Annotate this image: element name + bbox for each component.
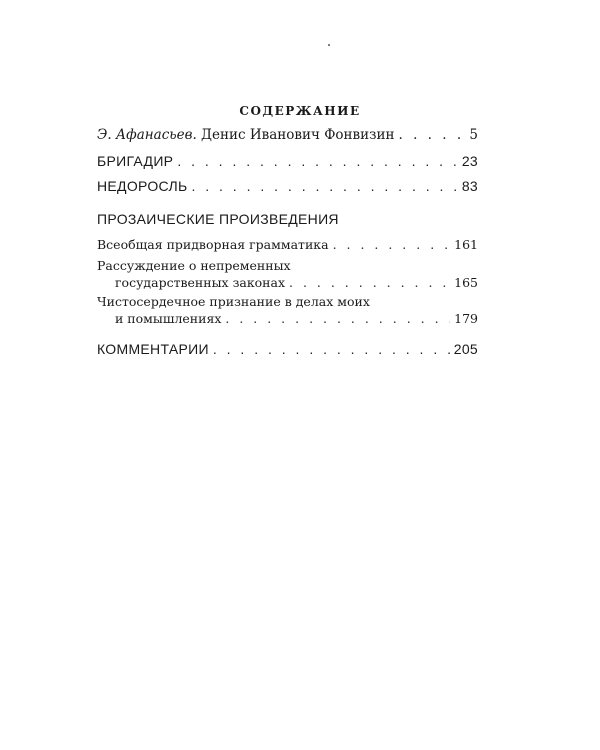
leader-dots — [191, 178, 457, 194]
toc-entry-title-line2: и помышлениях — [115, 311, 222, 326]
toc-entry-title: БРИГАДИР — [97, 153, 174, 169]
leader-dots — [177, 153, 457, 169]
toc-page-number: 161 — [454, 237, 478, 252]
toc-page-number: 205 — [453, 341, 478, 357]
toc-page-number: 165 — [454, 275, 478, 290]
toc-entry-title: НЕДОРОСЛЬ — [97, 178, 188, 194]
print-speck — [328, 44, 330, 46]
toc-page-number: 83 — [461, 178, 478, 194]
toc-page-number: 179 — [454, 311, 478, 326]
leader-dots — [333, 237, 451, 252]
toc-entry-priznanie[interactable] — [97, 294, 478, 326]
leader-dots — [213, 341, 450, 357]
toc-entry-title: Денис Иванович Фонвизин — [196, 127, 395, 143]
toc-entry-kommentarii[interactable] — [97, 341, 478, 357]
toc-section-heading-prose: ПРОЗАИЧЕСКИЕ ПРОИЗВЕДЕНИЯ — [97, 211, 339, 227]
toc-entry-title: КОММЕНТАРИИ — [97, 341, 209, 357]
toc-entry-nedorosl[interactable] — [97, 178, 478, 194]
leader-dots — [289, 275, 450, 290]
toc-entry-rassuzhdenie[interactable] — [97, 258, 478, 290]
toc-title: СОДЕРЖАНИЕ — [239, 104, 361, 118]
toc-entry-title-line1: Чистосердечное признание в делах моих — [97, 294, 370, 309]
toc-page-number: 5 — [469, 127, 478, 143]
toc-entry-intro[interactable] — [97, 127, 478, 143]
toc-entry-author: Э. Афанасьев. — [97, 127, 197, 143]
toc-entry-title-line2: государственных законах — [115, 275, 286, 290]
toc-entry-title: Всеобщая придворная грамматика — [97, 237, 329, 252]
toc-entry-title-line1: Рассуждение о непременных — [97, 258, 291, 273]
toc-entry-grammatika[interactable] — [97, 237, 478, 252]
toc-page-number: 23 — [461, 153, 478, 169]
leader-dots — [399, 127, 466, 143]
toc-entry-brigadir[interactable] — [97, 153, 478, 169]
leader-dots — [225, 311, 450, 326]
